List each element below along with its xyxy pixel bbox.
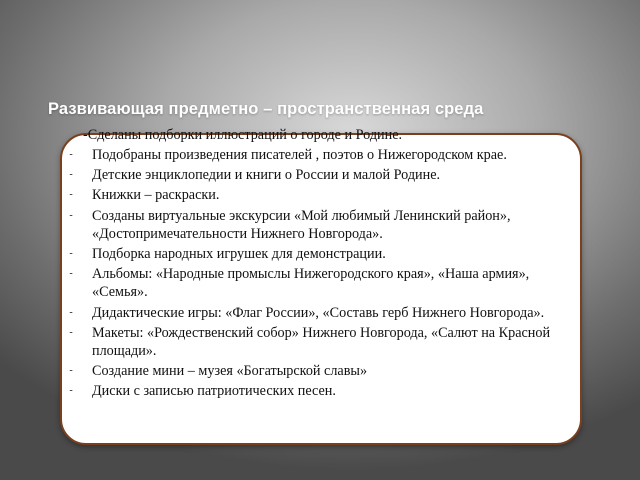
bullet-icon: - <box>69 385 73 397</box>
list-item <box>64 324 564 360</box>
bullet-icon: - <box>69 326 73 338</box>
list-item <box>64 207 564 243</box>
bullet-icon: - <box>69 169 73 181</box>
bullet-icon: - <box>69 209 73 221</box>
list-item-text: Создание мини – музея «Богатырской славы» <box>92 363 368 380</box>
intro-line: -Сделаны подборки иллюстраций о городе и Родине. <box>83 127 403 143</box>
list-item <box>64 304 564 322</box>
bullet-icon: - <box>69 189 73 201</box>
list-item-text: Диски с записью патриотических песен. <box>92 383 336 400</box>
list-item-text: Дидактические игры: «Флаг России», «Составь герб Нижнего Новгорода». <box>92 304 545 321</box>
list-item <box>64 186 564 204</box>
slide-title: Развивающая предметно – пространственная среда <box>48 100 484 118</box>
list-item <box>64 265 564 301</box>
bullet-icon: - <box>69 248 73 260</box>
list-item-text: Макеты: «Рождественский собор» Нижнего Новгорода, «Салют на Красной площади». <box>92 324 551 360</box>
list-item <box>64 382 564 400</box>
bullet-icon: - <box>69 149 73 160</box>
list-item-text: Книжки – раскраски. <box>92 187 220 204</box>
bullet-icon: - <box>69 365 73 377</box>
list-item <box>64 166 564 184</box>
item-list <box>64 146 564 403</box>
bullet-icon: - <box>69 306 73 318</box>
list-item-text: Детские энциклопедии и книги о России и малой Родине. <box>92 167 441 184</box>
list-item <box>64 362 564 380</box>
list-item-text: Созданы виртуальные экскурсии «Мой любимый Ленинский район», «Достопримечательности Нижнего Новгорода». <box>92 207 511 242</box>
list-item <box>64 146 564 164</box>
list-item-text: Альбомы: «Народные промыслы Нижегородского края», «Наша армия», «Семья». <box>92 266 530 301</box>
list-item-text: Подборка народных игрушек для демонстрации. <box>92 246 386 263</box>
list-item-text: Подобраны произведения писателей , поэтов о Нижегородском крае. <box>92 147 507 163</box>
bullet-icon: - <box>69 268 73 280</box>
list-item <box>64 245 564 263</box>
